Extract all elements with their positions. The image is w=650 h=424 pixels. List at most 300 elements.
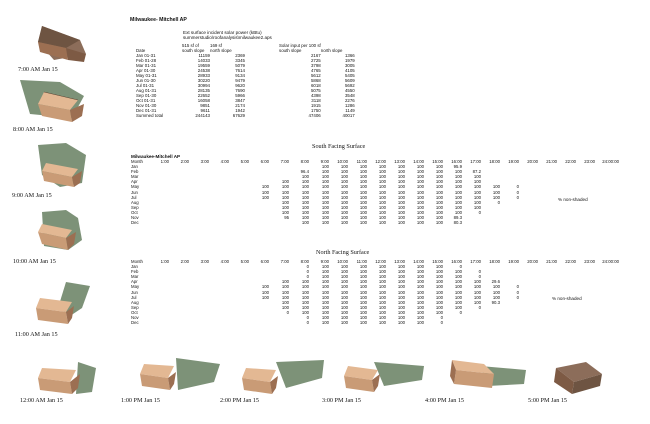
table-cell: 4398 — [310, 93, 321, 98]
table-cell: 100 — [492, 294, 500, 300]
table-cell — [595, 220, 619, 225]
table-cell: 100 — [359, 279, 367, 285]
table-cell: 14033 — [197, 58, 210, 63]
north-note: % non-shaded — [552, 296, 582, 301]
table-cell: 100 — [378, 220, 386, 226]
table-cell: 100 — [435, 179, 443, 185]
table-cell: 100 — [340, 215, 348, 221]
table-header-cell: 16:00 — [451, 159, 462, 164]
table-cell: 89.3 — [453, 215, 462, 221]
table-cell: 0 — [306, 269, 309, 275]
table-cell: 100 — [416, 274, 424, 280]
table-cell — [189, 320, 209, 325]
table-cell: 100 — [261, 189, 269, 195]
table-cell: 100 — [340, 269, 348, 275]
table-cell: 100 — [378, 315, 386, 321]
table-cell: 100 — [281, 279, 289, 285]
table-cell: Apr — [131, 279, 138, 285]
table-header-cell: 14:00 — [413, 259, 424, 264]
table-cell — [443, 320, 462, 325]
table-cell: 100 — [416, 194, 424, 200]
table-cell: Feb — [131, 269, 139, 275]
label-0900: 9:00 AM Jan 15 — [12, 192, 52, 199]
table-cell: 100 — [473, 279, 481, 285]
table-cell: 80.3 — [453, 220, 462, 226]
table-cell: 100 — [301, 294, 309, 300]
table-cell: 100 — [281, 209, 289, 215]
table-cell: 2369 — [235, 53, 245, 58]
table-header-cell: 24:00:00 — [602, 259, 619, 264]
table-cell — [576, 220, 595, 225]
table-cell: 100 — [454, 269, 462, 275]
table-cell: 100 — [397, 199, 405, 205]
table-cell: 100 — [397, 320, 405, 326]
table-cell: 4105 — [344, 68, 355, 73]
table-cell: Dec — [131, 320, 139, 326]
table-cell: Jul — [131, 194, 137, 200]
table-cell: 100 — [454, 199, 462, 205]
table-cell: 100 — [321, 215, 329, 221]
table-header-cell: 23:00 — [584, 259, 595, 264]
table-cell: 100 — [492, 289, 500, 295]
table-cell: 100 — [359, 274, 367, 280]
table-cell: 0 — [478, 209, 481, 215]
table-cell: 100 — [454, 184, 462, 190]
table-cell: 100 — [378, 304, 386, 310]
table-header-cell: 3:00 — [200, 259, 209, 264]
table-cell: 100 — [359, 199, 367, 205]
table-cell: 100 — [378, 204, 386, 210]
table-cell: 28933 — [197, 73, 210, 78]
label-1400: 2:00 PM Jan 15 — [220, 397, 260, 404]
table-cell: 100 — [340, 315, 348, 321]
table-cell — [595, 320, 619, 325]
table-cell: 100 — [359, 179, 367, 185]
table-cell: 100 — [492, 189, 500, 195]
table-cell: 0 — [306, 274, 309, 280]
table-cell: 100 — [321, 264, 329, 270]
table-cell: 100 — [378, 184, 386, 190]
shadow-study-0800 — [20, 74, 110, 126]
table-cell — [189, 220, 209, 225]
table-cell — [462, 320, 481, 325]
table-cell: 100 — [301, 304, 309, 310]
table-cell: 30994 — [197, 83, 210, 88]
table-cell: 100 — [378, 179, 386, 185]
table-cell: 100 — [454, 179, 462, 185]
table-cell: 100 — [416, 179, 424, 185]
table-cell: 100 — [454, 169, 462, 175]
table-header-cell: 5:00 — [240, 259, 249, 264]
table-cell: 4550 — [344, 88, 355, 93]
table-cell: Oct 01-31 — [136, 98, 156, 103]
table-cell: 1366 — [344, 53, 355, 58]
table-row — [131, 220, 619, 225]
table-cell: 9611 — [200, 108, 210, 113]
table-cell — [229, 320, 249, 325]
table-cell: 6018 — [310, 83, 321, 88]
table-cell: Mar — [131, 174, 139, 180]
table-cell: 100 — [378, 289, 386, 295]
table-cell: 100 — [454, 189, 462, 195]
table-cell: 24538 — [197, 68, 210, 73]
table-cell: 100 — [378, 194, 386, 200]
table-cell — [169, 320, 189, 325]
table-cell: 100 — [435, 209, 443, 215]
table-cell: 2167 — [310, 53, 321, 58]
table-cell: 0 — [516, 294, 519, 300]
table-cell: 5612 — [310, 73, 321, 78]
table-cell: 100 — [340, 209, 348, 215]
table-cell: 9134 — [235, 73, 245, 78]
table-cell: 100 — [281, 294, 289, 300]
label-1300: 1:00 PM Jan 15 — [121, 397, 161, 404]
table-cell — [245, 113, 279, 118]
table-header-cell: Date — [136, 48, 146, 53]
table-cell: 100 — [454, 279, 462, 285]
table-cell: 100 — [454, 274, 462, 280]
table-header-cell: north slope — [210, 48, 232, 53]
table-header-cell: 10:00 — [337, 159, 348, 164]
table-cell: 0 — [516, 194, 519, 200]
table-cell — [500, 220, 519, 225]
table-cell: 100 — [321, 179, 329, 185]
table-cell: Sep — [131, 204, 139, 210]
table-cell: 100 — [359, 309, 367, 315]
table-cell: Sep 01-30 — [136, 93, 157, 98]
table-header-cell: 7:00 — [280, 259, 289, 264]
table-cell: 100 — [454, 299, 462, 305]
table-header-cell: 10:00 — [337, 259, 348, 264]
table-cell: Jan 01-31 — [136, 53, 156, 58]
table-cell — [149, 320, 169, 325]
table-cell: 1915 — [310, 103, 321, 108]
table-cell: 100 — [435, 294, 443, 300]
table-header-cell: Month — [131, 259, 143, 264]
table-cell: 0 — [478, 304, 481, 310]
north-shading-table — [131, 259, 619, 325]
table-cell: 100 — [397, 294, 405, 300]
table-cell: 100 — [321, 289, 329, 295]
table-cell: 3798 — [310, 63, 321, 68]
table-cell: 100 — [416, 199, 424, 205]
table-cell — [209, 320, 229, 325]
table-cell: 100 — [340, 194, 348, 200]
table-cell: 100 — [281, 204, 289, 210]
table-cell: 100 — [378, 199, 386, 205]
table-cell: 100 — [397, 215, 405, 221]
table-cell: 100 — [340, 169, 348, 175]
table-cell: 30220 — [197, 78, 210, 83]
table-cell: 100 — [281, 199, 289, 205]
table-cell: 100 — [378, 164, 386, 170]
label-1700: 5:00 PM Jan 15 — [528, 397, 568, 404]
table-cell: Oct — [131, 209, 138, 215]
table-cell: 100 — [340, 299, 348, 305]
table-cell: 100 — [340, 179, 348, 185]
table-cell: Oct — [131, 309, 138, 315]
label-0800: 8:00 AM Jan 15 — [13, 126, 53, 133]
table-cell: 100 — [473, 194, 481, 200]
table-cell — [576, 320, 595, 325]
table-cell: 95 — [284, 215, 289, 221]
table-cell: 100 — [397, 279, 405, 285]
label-1200: 12:00 AM Jan 15 — [20, 397, 63, 404]
table-cell: 100 — [397, 194, 405, 200]
table-cell: 100 — [435, 299, 443, 305]
table-header-cell: 2:00 — [180, 159, 189, 164]
table-cell: 100 — [301, 309, 309, 315]
table-cell: 100 — [340, 199, 348, 205]
table-cell: 100 — [416, 209, 424, 215]
table-cell: 100 — [397, 179, 405, 185]
table-cell: 7614 — [235, 68, 245, 73]
table-cell: 100 — [416, 204, 424, 210]
table-cell: 1942 — [235, 108, 245, 113]
table-cell: 100 — [454, 194, 462, 200]
table-cell: 100 — [378, 209, 386, 215]
table-cell: Dec 01-31 — [136, 108, 157, 113]
table-cell: 1979 — [344, 58, 355, 63]
shadow-study-1300 — [140, 352, 230, 396]
table-cell: 100 — [321, 184, 329, 190]
table-cell: 100 — [435, 174, 443, 180]
table-cell: 100 — [301, 289, 309, 295]
table-cell: 19559 — [197, 63, 210, 68]
table-cell: 100 — [359, 184, 367, 190]
table-cell: 100 — [435, 304, 443, 310]
table-cell — [149, 220, 169, 225]
table-cell: 47406 — [308, 113, 321, 118]
table-cell: 100 — [321, 299, 329, 305]
table-cell: 100 — [359, 204, 367, 210]
table-cell: 100 — [397, 284, 405, 290]
table-cell: 100 — [301, 209, 309, 215]
table-cell: 100 — [359, 284, 367, 290]
table-header-cell: 11:00 — [356, 159, 367, 164]
table-cell: 100 — [435, 220, 443, 226]
table-cell: 100 — [281, 289, 289, 295]
table-cell: 100 — [416, 169, 424, 175]
table-cell: 100 — [321, 274, 329, 280]
table-cell: 100 — [321, 315, 329, 321]
table-cell: 100 — [359, 164, 367, 170]
table-cell: 3118 — [311, 98, 321, 103]
table-cell: 100 — [397, 264, 405, 270]
table-cell: 100 — [454, 209, 462, 215]
table-cell: 100 — [435, 164, 443, 170]
table-cell: 100 — [416, 289, 424, 295]
table-cell: 100 — [301, 284, 309, 290]
table-cell: 100 — [435, 199, 443, 205]
table-cell: 100 — [397, 189, 405, 195]
table-cell: 100 — [378, 274, 386, 280]
table-cell: 100 — [340, 189, 348, 195]
table-cell: 100 — [454, 294, 462, 300]
table-cell: 100 — [397, 184, 405, 190]
table-header-cell: 18:00 — [489, 259, 500, 264]
table-cell: May — [131, 184, 140, 190]
table-cell: 0 — [459, 309, 462, 315]
table-cell: 100 — [454, 289, 462, 295]
table-cell: 100 — [397, 204, 405, 210]
table-header-cell: 6:00 — [260, 159, 269, 164]
table-cell: 100 — [359, 289, 367, 295]
table-cell: 3345 — [235, 58, 245, 63]
table-cell: 100 — [473, 289, 481, 295]
table-cell: 100 — [359, 220, 367, 226]
table-cell: 100 — [321, 174, 329, 180]
table-cell: 100 — [281, 299, 289, 305]
table-cell: 100 — [359, 264, 367, 270]
shadow-study-1600 — [448, 356, 530, 396]
table-cell: 100 — [301, 189, 309, 195]
table-cell: 100 — [492, 184, 500, 190]
table-cell: 100 — [321, 164, 329, 170]
table-cell: 100 — [321, 304, 329, 310]
table-header-cell: 4:00 — [220, 159, 229, 164]
table-cell: 100 — [378, 264, 386, 270]
table-header-cell: 15:00 — [432, 159, 443, 164]
table-cell: 100 — [378, 189, 386, 195]
note-line-1: Ext surface incident solar power (kBtu) — [183, 30, 262, 35]
table-cell: 100 — [281, 194, 289, 200]
table-cell: 3005 — [344, 63, 355, 68]
table-cell: 28135 — [197, 88, 210, 93]
table-cell: 0 — [516, 289, 519, 295]
table-cell: 100 — [397, 299, 405, 305]
table-cell: 1750 — [310, 108, 321, 113]
table-cell: 100 — [359, 189, 367, 195]
table-cell: Nov — [131, 315, 139, 321]
table-header-cell: 19:00 — [508, 259, 519, 264]
table-cell: 100 — [378, 320, 386, 326]
table-header-cell: 23:00 — [584, 159, 595, 164]
table-cell — [269, 320, 289, 325]
table-cell: 100 — [261, 194, 269, 200]
table-cell: 100 — [321, 220, 329, 226]
table-cell: 2725 — [310, 58, 321, 63]
table-cell: 100 — [473, 174, 481, 180]
table-cell: 100 — [340, 164, 348, 170]
table-header-cell: 1:00 — [160, 159, 169, 164]
table-cell: 100 — [473, 199, 481, 205]
table-header-cell: 21:00 — [546, 259, 557, 264]
table-header-cell: 15:00 — [432, 259, 443, 264]
table-cell — [481, 320, 500, 325]
table-cell: 100 — [416, 174, 424, 180]
table-header-cell: 5:00 — [240, 159, 249, 164]
table-cell: 100 — [281, 179, 289, 185]
table-header-cell: 20:00 — [527, 159, 538, 164]
shadow-study-1400 — [242, 356, 332, 396]
table-header-cell: 11:00 — [356, 259, 367, 264]
north-caption: North Facing Surface — [316, 249, 370, 256]
table-cell: Jul 01-31 — [136, 83, 155, 88]
table-cell — [500, 320, 519, 325]
table-header-cell: 9:00 — [320, 259, 329, 264]
table-cell — [538, 220, 557, 225]
table-cell: Jun 01-30 — [136, 78, 156, 83]
table-cell: 5692 — [344, 83, 355, 88]
table-cell: 1149 — [345, 108, 355, 113]
table-header-cell: 2:00 — [180, 259, 189, 264]
table-cell: 100 — [378, 309, 386, 315]
table-cell: 100 — [397, 289, 405, 295]
table-cell: 100 — [359, 174, 367, 180]
table-cell: 4765 — [310, 68, 321, 73]
table-cell: 5868 — [310, 78, 321, 83]
table-cell: 100 — [435, 204, 443, 210]
table-header-cell: 13:00 — [394, 159, 405, 164]
table-cell: 100 — [301, 204, 309, 210]
table-header-row — [131, 259, 619, 264]
table-cell: 87.2 — [472, 169, 481, 175]
table-cell: 9851 — [200, 103, 210, 108]
table-cell: Mar 01-31 — [136, 63, 157, 68]
table-cell: 0 — [516, 284, 519, 290]
table-cell: Dec — [131, 220, 139, 226]
label-1000: 10:00 AM Jan 15 — [13, 258, 56, 265]
table-cell: 100 — [435, 194, 443, 200]
table-cell — [209, 220, 229, 225]
table-header-cell: north slope — [320, 48, 343, 53]
table-cell: 100 — [321, 194, 329, 200]
table-cell: 100 — [473, 284, 481, 290]
table-cell — [557, 220, 576, 225]
table-cell: 5075 — [310, 88, 321, 93]
table-cell — [519, 220, 538, 225]
table-cell — [557, 320, 576, 325]
table-cell: 2174 — [235, 103, 245, 108]
table-cell: 100 — [301, 215, 309, 221]
table-cell: 100 — [397, 164, 405, 170]
table-cell: 11159 — [198, 53, 210, 58]
south-shading-table — [131, 159, 619, 225]
table-cell: 100 — [416, 284, 424, 290]
table-header-cell: 24:00:00 — [602, 159, 619, 164]
table-header-cell: Solar input per 100 sf — [279, 43, 321, 48]
table-cell: Jul — [131, 294, 137, 300]
table-cell — [269, 220, 289, 225]
table-cell: 100 — [397, 209, 405, 215]
table-cell: 100 — [359, 294, 367, 300]
table-cell: 0 — [478, 274, 481, 280]
label-1500: 3:00 PM Jan 15 — [322, 397, 362, 404]
table-cell: 100 — [359, 209, 367, 215]
shadow-study-1000 — [38, 210, 108, 258]
table-cell: 100 — [416, 184, 424, 190]
table-cell: Nov 01-30 — [136, 103, 157, 108]
table-cell: Jan — [131, 164, 138, 170]
south-location: Milwaukee-Mitchell AP — [131, 154, 181, 159]
table-cell — [169, 220, 189, 225]
table-cell: 100 — [301, 194, 309, 200]
table-cell: 100 — [321, 199, 329, 205]
table-cell: 100 — [261, 184, 269, 190]
table-cell: 100 — [492, 194, 500, 200]
table-cell: Nov — [131, 215, 139, 221]
table-cell: Jun — [131, 289, 138, 295]
table-cell: 100 — [321, 269, 329, 275]
table-cell: May 01-31 — [136, 73, 157, 78]
table-cell: 100 — [359, 304, 367, 310]
table-cell: 100 — [321, 169, 329, 175]
table-cell: 100 — [359, 169, 367, 175]
table-cell: Apr — [131, 179, 138, 185]
table-cell: 100 — [416, 264, 424, 270]
table-cell: 100 — [435, 274, 443, 280]
